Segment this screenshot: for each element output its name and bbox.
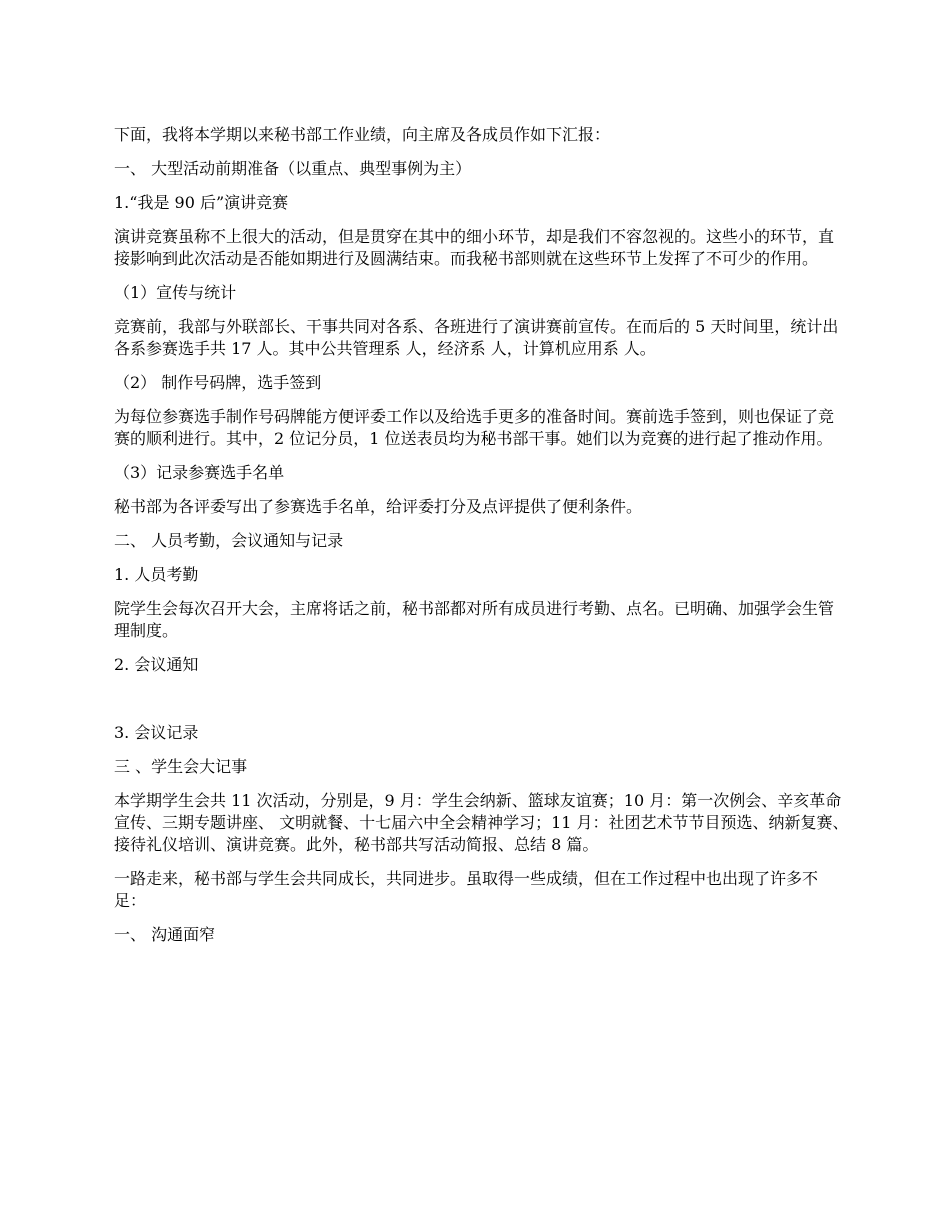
contestant-list-paragraph: 秘书部为各评委写出了参赛选手名单，给评委打分及点评提供了便利条件。 xyxy=(114,497,643,516)
item-heading-publicity: （1）宣传与统计 xyxy=(114,283,237,302)
subsection-heading-speech-contest: 1.“我是 90 后”演讲竞赛 xyxy=(114,193,289,212)
intro-paragraph: 下面，我将本学期以来秘书部工作业绩，向主席及各成员作如下汇报： xyxy=(114,125,611,144)
shortcomings-heading-1: 一、 沟通面窄 xyxy=(114,925,216,944)
publicity-paragraph: 竞赛前，我部与外联部长、干事共同对各系、各班进行了演讲赛前宣传。在而后的 5 天时间里，统计出各系参赛选手共 17 人。其中公共管理系 人，经济系 人，计算机应用系 人。 xyxy=(114,317,839,358)
subsection-heading-attendance: 1. 人员考勤 xyxy=(114,565,199,584)
events-paragraph: 本学期学生会共 11 次活动，分别是，9 月：学生会纳新、篮球友谊赛；10 月：第一次例会、辛亥革命宣传、三期专题讲座、 文明就餐、十七届六中全会精神学习；11 月：社团艺术节节目预选、纳新复赛、接待礼仪培训、演讲竞赛。此外，秘书部共写活动简报、总结 8 篇。 xyxy=(114,791,849,854)
section-heading-3: 三 、学生会大记事 xyxy=(114,757,248,776)
blank-space xyxy=(114,688,849,722)
number-plates-paragraph: 为每位参赛选手制作号码牌能方便评委工作以及给选手更多的准备时间。赛前选手签到，则也保证了竞赛的顺利进行。其中，2 位记分员，1 位送表员均为秘书部干事。她们以为竞赛的进行起了推动作用。 xyxy=(114,407,835,448)
item-heading-contestant-list: （3）记录参赛选手名单 xyxy=(114,463,285,482)
subsection-heading-meeting-minutes: 3. 会议记录 xyxy=(114,723,199,742)
section-heading-2: 二、 人员考勤，会议通知与记录 xyxy=(114,531,344,550)
attendance-paragraph: 院学生会每次召开大会，主席将话之前，秘书部都对所有成员进行考勤、点名。已明确、加强学会生管理制度。 xyxy=(114,599,835,640)
item-heading-number-plates: （2） 制作号码牌，选手签到 xyxy=(114,373,322,392)
speech-contest-paragraph: 演讲竞赛虽称不上很大的活动，但是贯穿在其中的细小环节，却是我们不容忽视的。这些小的环节，直接影响到此次活动是否能如期进行及圆满结束。而我秘书部则就在这些环节上发挥了不可少的作用。 xyxy=(114,227,835,268)
subsection-heading-meeting-notice: 2. 会议通知 xyxy=(114,655,199,674)
section-heading-1: 一、 大型活动前期准备（以重点、典型事例为主） xyxy=(114,159,472,178)
summary-paragraph: 一路走来，秘书部与学生会共同成长，共同进步。虽取得一些成绩，但在工作过程中也出现了许多不足： xyxy=(114,869,819,910)
document-page xyxy=(114,124,849,958)
